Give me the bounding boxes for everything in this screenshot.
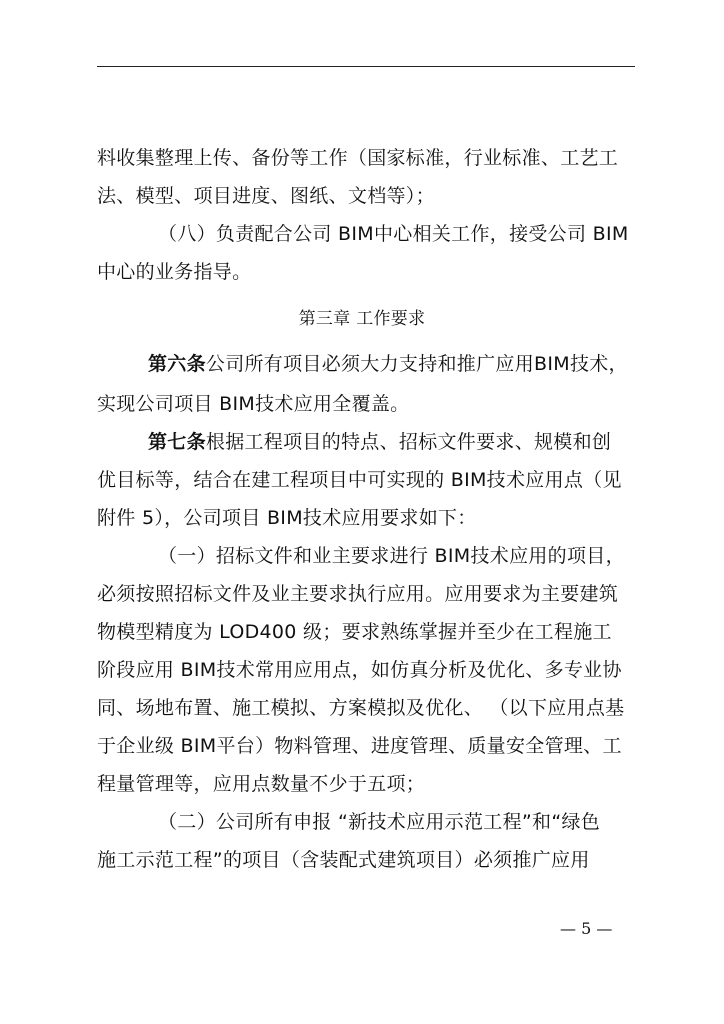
article-6-label: 第六条	[148, 353, 206, 375]
page-number: — 5 —	[560, 919, 613, 938]
article-6-line-2: 实现公司项目 BIM技术应用全覆盖。	[97, 393, 410, 415]
article-6-text: 公司所有项目必须大力支持和推广应用BIM技术，	[205, 353, 628, 375]
header-rule	[97, 66, 635, 67]
article-7-line-1	[148, 430, 611, 454]
item-2-line-1: （二）公司所有申报 “新技术应用示范工程”和“绿色	[158, 811, 601, 833]
article-6-line-1	[148, 352, 628, 376]
item-1-line-1: （一）招标文件和业主要求进行 BIM技术应用的项目，	[158, 545, 625, 567]
body-line-1: 料收集整理上传、备份等工作（国家标准，行业标准、工艺工	[97, 147, 619, 169]
article-7-line-2: 优目标等，结合在建工程项目中可实现的 BIM技术应用点（见	[97, 469, 622, 491]
item-1-line-3: 物模型精度为 LOD400 级；要求熟练掌握并至少在工程施工	[97, 621, 612, 643]
article-7-line-3: 附件 5），公司项目 BIM技术应用要求如下：	[97, 507, 477, 529]
item-1-line-7: 程量管理等，应用点数量不少于五项；	[97, 773, 426, 795]
article-7-text: 根据工程项目的特点、招标文件要求、规模和创	[205, 431, 612, 453]
chapter-heading: 第三章 工作要求	[298, 309, 426, 329]
item-1-line-6: 于企业级 BIM平台）物料管理、进度管理、质量安全管理、工	[97, 735, 622, 757]
item-8-line-2: 中心的业务指导。	[97, 261, 252, 283]
item-2-line-2: 施工示范工程”的项目（含装配式建筑项目）必须推广应用	[97, 849, 590, 871]
item-1-line-5: 同、场地布置、施工模拟、方案模拟及优化、 （以下应用点基	[97, 697, 625, 719]
item-1-line-2: 必须按照招标文件及业主要求执行应用。应用要求为主要建筑	[97, 583, 619, 605]
body-line-2: 法、模型、项目进度、图纸、文档等）；	[97, 185, 435, 207]
article-7-label: 第七条	[148, 431, 206, 453]
item-1-line-4: 阶段应用 BIM技术常用应用点，如仿真分析及优化、多专业协	[97, 659, 622, 681]
item-8-line-1: （八）负责配合公司 BIM中心相关工作，接受公司 BIM	[158, 223, 629, 245]
